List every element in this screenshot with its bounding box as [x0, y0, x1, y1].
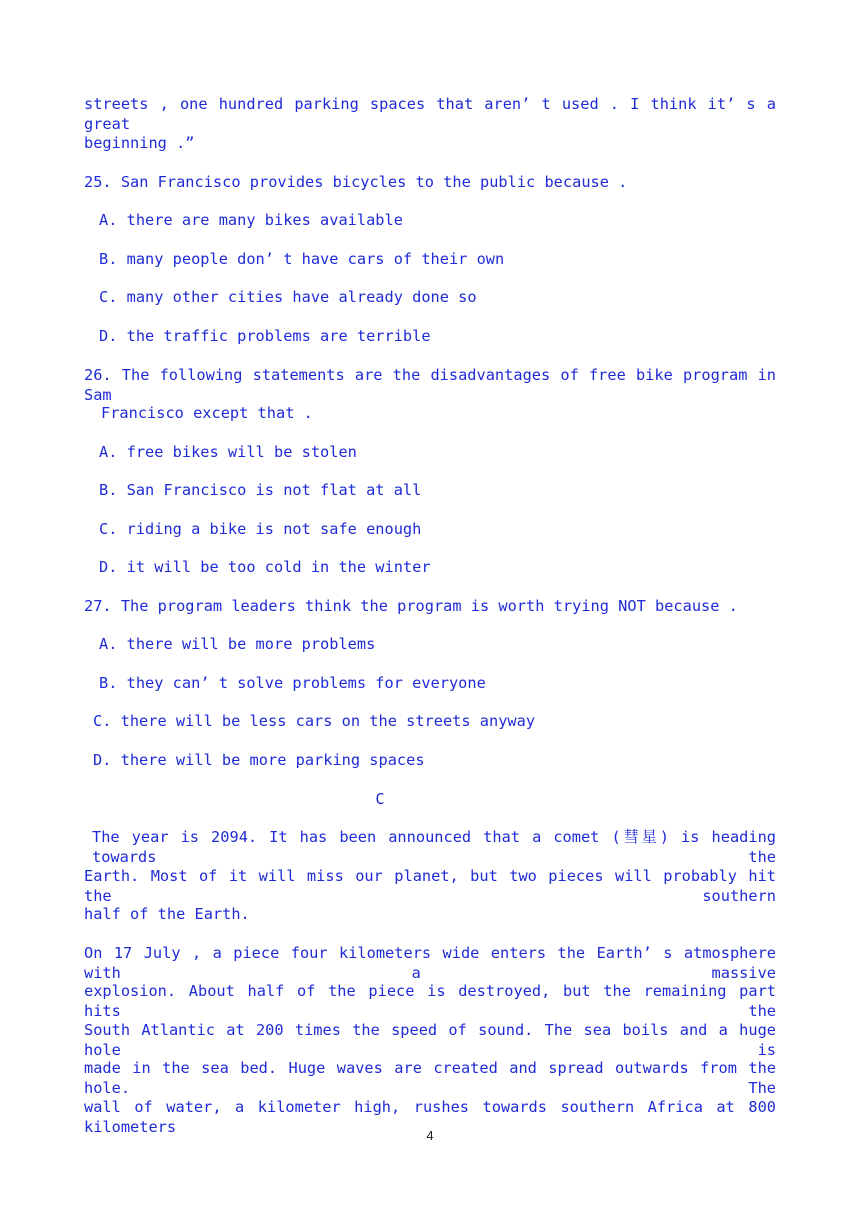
passage-line: explosion. About half of the piece is destroyed, but the remaining part hits the [84, 982, 776, 1020]
option-27a: A. there will be more problems [99, 635, 376, 653]
question-26: 26. The following statements are the disadvantages of free bike program in Sam [84, 366, 776, 404]
option-26b: B. San Francisco is not flat at all [99, 481, 422, 499]
option-26a: A. free bikes will be stolen [99, 443, 357, 461]
text-line: streets , one hundred parking spaces that aren’ t used . I think it’ s a great [84, 95, 776, 133]
passage-line: On 17 July , a piece four kilometers wide enters the Earth’ s atmosphere with a massive [84, 944, 776, 982]
page-number: 4 [426, 1128, 434, 1143]
option-27d: D. there will be more parking spaces [93, 751, 425, 769]
passage-line: made in the sea bed. Huge waves are created and spread outwards from the hole. The [84, 1059, 776, 1097]
option-25b: B. many people don’ t have cars of their own [99, 250, 505, 268]
option-25d: D. the traffic problems are terrible [99, 327, 431, 345]
question-27: 27. The program leaders think the program is worth trying NOT because . [84, 597, 738, 615]
passage-line: wall of water, a kilometer high, rushes towards southern Africa at 800 kilometers [84, 1098, 776, 1136]
option-26c: C. riding a bike is not safe enough [99, 520, 422, 538]
option-25a: A. there are many bikes available [99, 211, 403, 229]
text-line: beginning .” [84, 134, 195, 152]
option-25c: C. many other cities have already done so [99, 288, 477, 306]
question-26-continued: Francisco except that . [101, 404, 313, 422]
option-27c: C. there will be less cars on the streets anyway [93, 712, 536, 730]
section-heading: C [375, 790, 385, 808]
option-27b: B. they can’ t solve problems for everyone [99, 674, 486, 692]
question-25: 25. San Francisco provides bicycles to the public because . [84, 173, 628, 191]
passage-line: The year is 2094. It has been announced that a comet (彗星) is heading towards the [92, 828, 776, 866]
passage-line: half of the Earth. [84, 905, 250, 923]
passage-line: South Atlantic at 200 times the speed of sound. The sea boils and a huge hole is [84, 1021, 776, 1059]
passage-line: Earth. Most of it will miss our planet, but two pieces will probably hit the southern [84, 867, 776, 905]
option-26d: D. it will be too cold in the winter [99, 558, 431, 576]
